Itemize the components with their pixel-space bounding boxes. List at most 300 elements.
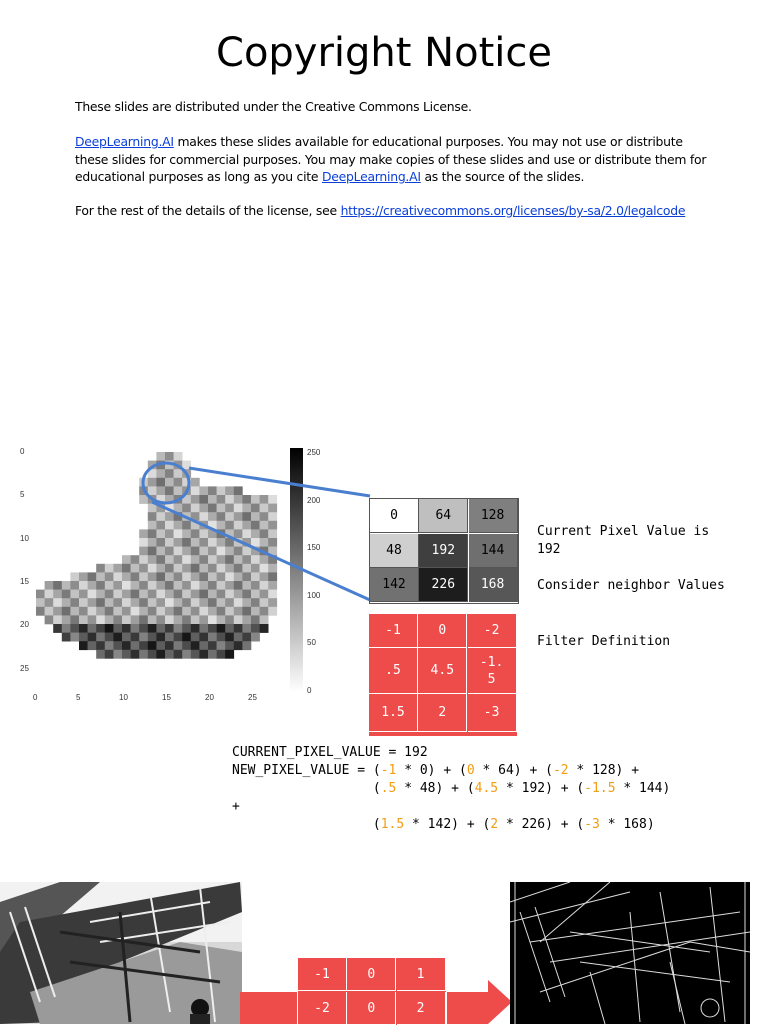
boot-pixel (79, 633, 88, 642)
boot-pixel (96, 615, 105, 624)
boot-pixel (225, 555, 234, 564)
boot-pixel (191, 478, 200, 487)
boot-pixel (251, 607, 260, 616)
boot-pixel (174, 478, 183, 487)
boot-pixel (113, 624, 122, 633)
deeplearning-ai-link-2[interactable]: DeepLearning.AI (321, 169, 421, 184)
boot-pixel (251, 590, 260, 599)
filter-cell: 0 (418, 614, 467, 648)
boot-pixel (234, 555, 243, 564)
boot-pixel (156, 547, 165, 556)
boot-pixel (225, 650, 234, 659)
boot-pixel (251, 564, 260, 573)
boot-pixel (217, 521, 226, 530)
boot-pixel (165, 547, 174, 556)
boot-pixel (156, 512, 165, 521)
boot-pixel (251, 529, 260, 538)
boot-pixel (139, 633, 148, 642)
boot-pixel (62, 581, 71, 590)
boot-pixel (242, 555, 251, 564)
boot-pixel (234, 529, 243, 538)
boot-pixel (156, 538, 165, 547)
boot-pixel (156, 478, 165, 487)
boot-pixel (122, 598, 131, 607)
boot-pixel (105, 581, 114, 590)
boot-pixel (122, 564, 131, 573)
boot-pixel (208, 512, 217, 521)
boot-pixel (148, 486, 157, 495)
boot-pixel (165, 469, 174, 478)
boot-pixel (208, 538, 217, 547)
boot-pixel (148, 547, 157, 556)
boot-pixel (191, 650, 200, 659)
boot-pixel (191, 607, 200, 616)
pixel-cell: 144 (469, 534, 518, 568)
boot-pixel (174, 452, 183, 461)
boot-pixel (105, 615, 114, 624)
boot-pixel (199, 572, 208, 581)
neighbor-values-label: Consider neighbor Values (537, 578, 725, 593)
boot-pixel (191, 581, 200, 590)
boot-pixel (96, 564, 105, 573)
boot-pixel (105, 564, 114, 573)
boot-pixel (182, 547, 191, 556)
boot-pixel (148, 521, 157, 530)
staircase-photo (0, 882, 242, 1024)
boot-pixel (174, 529, 183, 538)
boot-pixel-image (36, 452, 277, 659)
boot-pixel (79, 615, 88, 624)
boot-pixel (122, 633, 131, 642)
boot-pixel (79, 624, 88, 633)
colorbar-tick-label: 200 (307, 495, 321, 505)
filter-cell: -1. 5 (468, 648, 517, 694)
y-tick-label: 5 (20, 490, 25, 500)
boot-pixel (225, 512, 234, 521)
boot-pixel (148, 529, 157, 538)
boot-pixel (260, 572, 269, 581)
boot-pixel (199, 547, 208, 556)
boot-pixel (148, 624, 157, 633)
boot-pixel (225, 607, 234, 616)
boot-pixel (156, 641, 165, 650)
boot-pixel (96, 624, 105, 633)
boot-pixel (242, 615, 251, 624)
boot-pixel (165, 598, 174, 607)
bottom-filter-cell: 0 (347, 992, 396, 1025)
boot-pixel (199, 555, 208, 564)
boot-pixel (208, 641, 217, 650)
boot-pixel (131, 590, 140, 599)
code-line-new-1: NEW_PIXEL_VALUE = (-1 * 0) + (0 * 64) + (-2 * 128) + (232, 763, 640, 778)
boot-pixel (225, 633, 234, 642)
boot-pixel (70, 607, 79, 616)
deeplearning-ai-link[interactable]: DeepLearning.AI (75, 134, 174, 149)
boot-pixel (139, 641, 148, 650)
boot-pixel (234, 504, 243, 513)
boot-pixel (113, 598, 122, 607)
boot-pixel (260, 624, 269, 633)
x-tick-label: 10 (119, 693, 128, 702)
boot-pixel (225, 521, 234, 530)
boot-pixel (191, 615, 200, 624)
boot-pixel (208, 486, 217, 495)
boot-pixel (165, 650, 174, 659)
boot-pixel (268, 598, 277, 607)
boot-pixel (122, 555, 131, 564)
boot-pixel (148, 607, 157, 616)
boot-pixel (165, 452, 174, 461)
boot-pixel (260, 538, 269, 547)
boot-pixel (199, 598, 208, 607)
boot-pixel (156, 555, 165, 564)
boot-pixel (217, 590, 226, 599)
boot-pixel (96, 641, 105, 650)
boot-pixel (208, 590, 217, 599)
boot-pixel (156, 529, 165, 538)
boot-pixel (199, 590, 208, 599)
boot-pixel (113, 641, 122, 650)
boot-pixel (260, 590, 269, 599)
boot-pixel (242, 529, 251, 538)
boot-pixel (242, 504, 251, 513)
boot-pixel (148, 633, 157, 642)
boot-pixel (148, 555, 157, 564)
boot-pixel (148, 615, 157, 624)
boot-pixel (139, 529, 148, 538)
boot-pixel (182, 572, 191, 581)
boot-pixel (242, 495, 251, 504)
filter-cell: 1.5 (369, 694, 418, 732)
x-tick-label: 5 (76, 693, 81, 702)
boot-pixel (217, 495, 226, 504)
boot-pixel (217, 572, 226, 581)
boot-pixel (242, 624, 251, 633)
boot-pixel (242, 581, 251, 590)
boot-pixel (105, 590, 114, 599)
boot-pixel (234, 581, 243, 590)
boot-pixel (199, 641, 208, 650)
boot-pixel (199, 650, 208, 659)
boot-pixel (131, 581, 140, 590)
boot-pixel (62, 633, 71, 642)
boot-pixel (234, 641, 243, 650)
boot-pixel (260, 615, 269, 624)
boot-pixel (96, 581, 105, 590)
boot-pixel (268, 581, 277, 590)
boot-pixel (174, 581, 183, 590)
boot-pixel (45, 607, 54, 616)
boot-pixel (156, 564, 165, 573)
boot-pixel (191, 538, 200, 547)
filter-cell: -1 (369, 614, 418, 648)
boot-pixel (165, 607, 174, 616)
boot-pixel (131, 624, 140, 633)
boot-pixel (191, 529, 200, 538)
boot-pixel (217, 624, 226, 633)
boot-pixel (208, 495, 217, 504)
boot-pixel (234, 590, 243, 599)
boot-pixel (148, 581, 157, 590)
boot-pixel (139, 624, 148, 633)
pixel-cell: 48 (370, 534, 419, 568)
y-tick-label: 0 (20, 447, 25, 456)
boot-pixel (182, 607, 191, 616)
x-tick-label: 20 (205, 693, 214, 702)
boot-pixel (79, 572, 88, 581)
boot-pixel (131, 598, 140, 607)
boot-pixel (88, 607, 97, 616)
boot-pixel (182, 598, 191, 607)
boot-pixel (208, 607, 217, 616)
boot-pixel (174, 538, 183, 547)
boot-pixel (234, 564, 243, 573)
boot-pixel (191, 486, 200, 495)
boot-pixel (217, 547, 226, 556)
usage-paragraph (75, 133, 715, 186)
boot-pixel (156, 624, 165, 633)
bottom-filter-cell: 1 (397, 958, 446, 991)
boot-pixel (217, 641, 226, 650)
boot-pixel (88, 624, 97, 633)
colorbar-tick-label: 250 (307, 448, 321, 457)
license-statement: These slides are distributed under the Creative Commons License. (75, 99, 472, 114)
filter-cell: -2 (468, 614, 517, 648)
boot-pixel (122, 581, 131, 590)
boot-pixel (79, 598, 88, 607)
boot-pixel (251, 633, 260, 642)
boot-pixel (36, 598, 45, 607)
boot-pixel (131, 572, 140, 581)
boot-pixel (165, 615, 174, 624)
boot-pixel (242, 521, 251, 530)
boot-pixel (242, 641, 251, 650)
boot-pixel (105, 598, 114, 607)
boot-pixel (251, 521, 260, 530)
filter-cell: .5 (369, 648, 418, 694)
boot-pixel (234, 607, 243, 616)
bottom-filter-cell: -1 (298, 958, 347, 991)
boot-pixel (156, 633, 165, 642)
boot-pixel (156, 452, 165, 461)
boot-pixel (268, 564, 277, 573)
boot-pixel (122, 641, 131, 650)
bottom-filter-cell: 0 (347, 958, 396, 991)
boot-pixel (156, 486, 165, 495)
boot-pixel (148, 590, 157, 599)
boot-pixel (268, 607, 277, 616)
boot-pixel (199, 495, 208, 504)
boot-pixel (260, 504, 269, 513)
boot-pixel (225, 572, 234, 581)
colorbar-tick-label: 0 (307, 686, 312, 695)
filter-definition-label: Filter Definition (537, 634, 671, 649)
boot-pixel (234, 486, 243, 495)
boot-pixel (105, 641, 114, 650)
boot-pixel (88, 590, 97, 599)
boot-pixel (242, 512, 251, 521)
boot-pixel (217, 633, 226, 642)
license-details (75, 202, 715, 220)
boot-pixel (182, 633, 191, 642)
boot-pixel (251, 615, 260, 624)
boot-pixel (70, 581, 79, 590)
boot-pixel (251, 504, 260, 513)
boot-pixel (105, 633, 114, 642)
boot-pixel (88, 572, 97, 581)
boot-pixel (70, 624, 79, 633)
boot-pixel (234, 633, 243, 642)
boot-pixel (242, 564, 251, 573)
colorbar-tick-label: 100 (307, 590, 321, 600)
boot-pixel (122, 615, 131, 624)
boot-pixel (148, 598, 157, 607)
boot-pixel (260, 555, 269, 564)
boot-pixel (174, 615, 183, 624)
boot-pixel (53, 615, 62, 624)
boot-pixel (53, 598, 62, 607)
x-tick-label: 15 (162, 693, 171, 702)
boot-pixel (122, 607, 131, 616)
boot-pixel (208, 547, 217, 556)
boot-pixel (131, 607, 140, 616)
boot-pixel (251, 555, 260, 564)
boot-pixel (139, 581, 148, 590)
boot-pixel (148, 564, 157, 573)
boot-pixel (199, 624, 208, 633)
boot-pixel (174, 641, 183, 650)
boot-pixel (217, 581, 226, 590)
boot-pixel (268, 504, 277, 513)
boot-pixel (131, 615, 140, 624)
boot-pixel (45, 615, 54, 624)
boot-pixel (242, 547, 251, 556)
boot-pixel (191, 633, 200, 642)
boot-pixel (251, 624, 260, 633)
boot-pixel (139, 598, 148, 607)
boot-pixel (174, 633, 183, 642)
boot-pixel (217, 504, 226, 513)
boot-pixel (191, 504, 200, 513)
boot-pixel (36, 590, 45, 599)
boot-pixel (165, 590, 174, 599)
boot-pixel (139, 572, 148, 581)
boot-pixel (96, 633, 105, 642)
boot-pixel (225, 495, 234, 504)
boot-pixel (225, 590, 234, 599)
boot-pixel (208, 564, 217, 573)
boot-pixel (113, 633, 122, 642)
boot-pixel (113, 572, 122, 581)
boot-pixel (225, 564, 234, 573)
colorbar-tick-label: 150 (307, 543, 321, 553)
boot-pixel (165, 641, 174, 650)
boot-pixel (191, 590, 200, 599)
boot-pixel (242, 598, 251, 607)
boot-pixel (131, 564, 140, 573)
filter-cell: 4.5 (418, 648, 467, 694)
boot-pixel (53, 581, 62, 590)
boot-pixel (165, 478, 174, 487)
boot-pixel (182, 581, 191, 590)
boot-pixel (234, 615, 243, 624)
boot-pixel (174, 555, 183, 564)
boot-pixel (199, 615, 208, 624)
boot-pixel (234, 598, 243, 607)
boot-pixel (79, 581, 88, 590)
boot-pixel (217, 564, 226, 573)
boot-pixel (70, 633, 79, 642)
boot-pixel (148, 478, 157, 487)
boot-pixel (148, 641, 157, 650)
boot-pixel (156, 607, 165, 616)
boot-pixel (139, 538, 148, 547)
boot-pixel (225, 504, 234, 513)
boot-pixel (174, 650, 183, 659)
boot-pixel (113, 581, 122, 590)
x-tick-label: 0 (33, 693, 38, 702)
boot-pixel (156, 598, 165, 607)
license-url-link[interactable]: https://creativecommons.org/licenses/by-sa/2.0/legalcode (340, 203, 686, 218)
boot-pixel (182, 538, 191, 547)
page-title: Copyright Notice (216, 30, 552, 76)
boot-pixel (217, 486, 226, 495)
boot-pixel (268, 590, 277, 599)
boot-pixel (70, 615, 79, 624)
boot-pixel (139, 590, 148, 599)
boot-pixel (260, 529, 269, 538)
edge-detected-image (510, 882, 750, 1024)
boot-pixel (156, 615, 165, 624)
boot-pixel (96, 590, 105, 599)
boot-pixel (131, 650, 140, 659)
boot-pixel (165, 564, 174, 573)
boot-pixel (234, 624, 243, 633)
boot-pixel (208, 581, 217, 590)
pixel-cell: 128 (469, 499, 518, 533)
bottom-filter-grid (297, 957, 447, 1026)
boot-pixel (165, 521, 174, 530)
boot-pixel (36, 607, 45, 616)
boot-pixel (174, 598, 183, 607)
boot-pixel (174, 521, 183, 530)
boot-pixel (62, 590, 71, 599)
boot-pixel (251, 495, 260, 504)
filter-cell: 2 (418, 694, 467, 732)
boot-pixel (191, 555, 200, 564)
boot-pixel (260, 521, 269, 530)
boot-pixel (251, 512, 260, 521)
boot-pixel (199, 529, 208, 538)
boot-pixel (217, 538, 226, 547)
boot-pixel (113, 564, 122, 573)
boot-pixel (217, 512, 226, 521)
license-details-text: For the rest of the details of the license, see (75, 203, 341, 218)
boot-pixel (139, 547, 148, 556)
boot-pixel (182, 529, 191, 538)
boot-pixel (45, 581, 54, 590)
x-tick-label: 25 (248, 693, 257, 702)
boot-pixel (62, 624, 71, 633)
boot-pixel (139, 555, 148, 564)
boot-pixel (268, 538, 277, 547)
boot-pixel (174, 486, 183, 495)
boot-pixel (139, 564, 148, 573)
boot-pixel (260, 495, 269, 504)
boot-image-svg (0, 440, 380, 710)
boot-pixel (217, 555, 226, 564)
boot-pixel (225, 641, 234, 650)
